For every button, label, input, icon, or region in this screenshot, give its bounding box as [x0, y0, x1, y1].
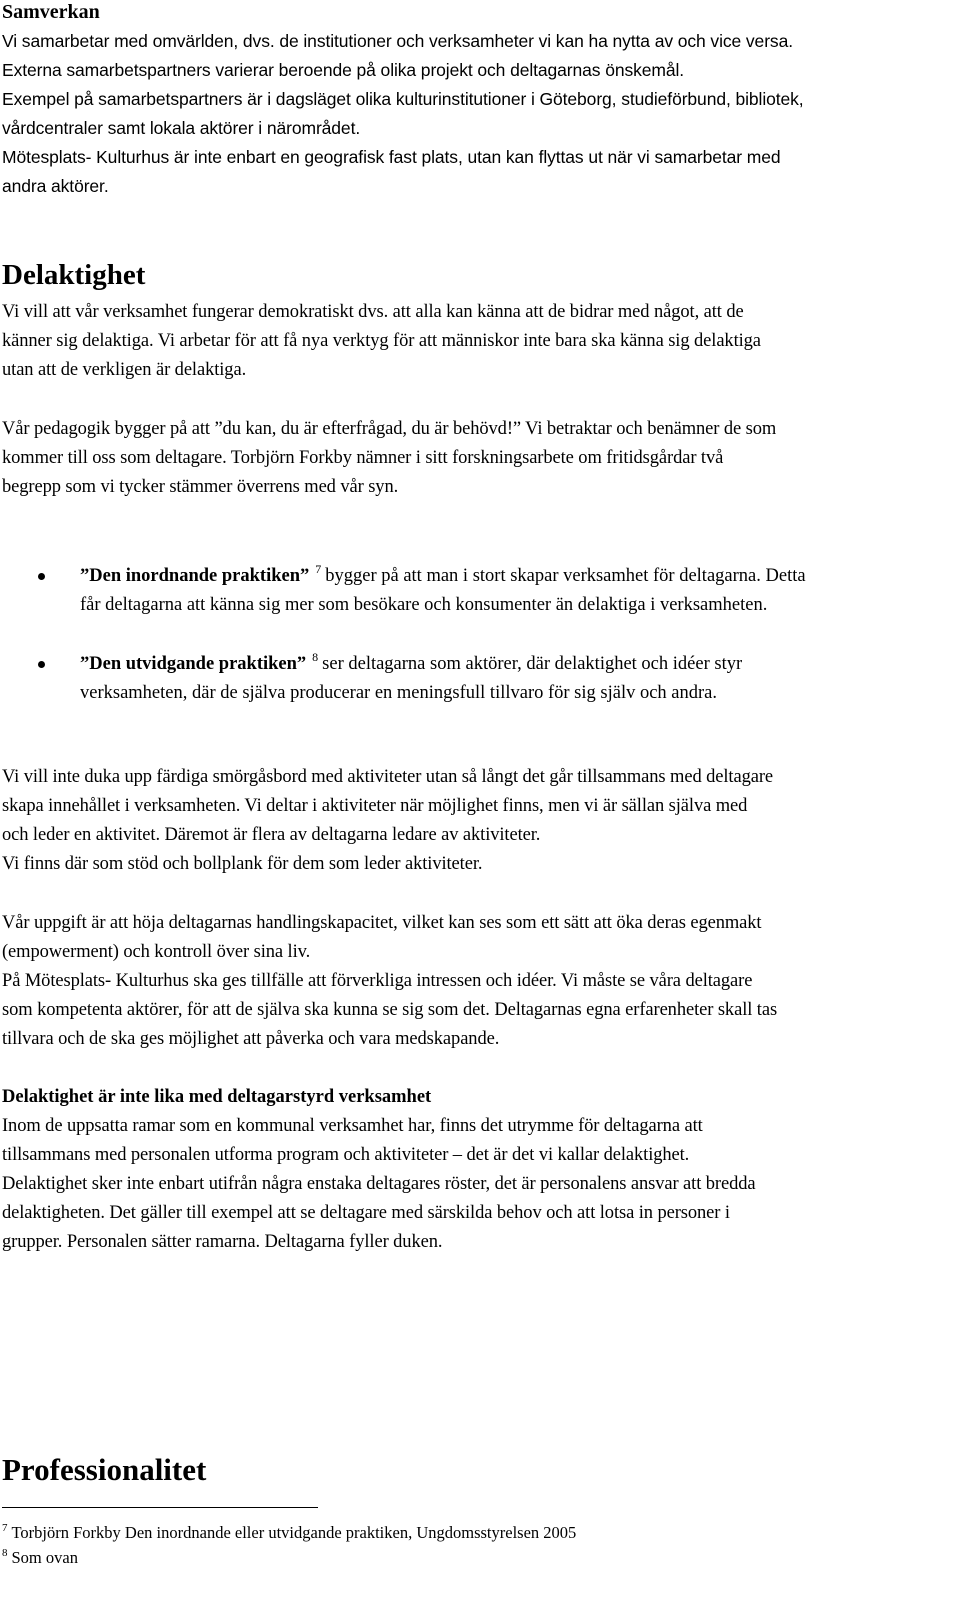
- section-heading-samverkan: Samverkan: [2, 1, 100, 23]
- section-heading-delaktighet: Delaktighet: [2, 259, 146, 291]
- text-line: Exempel på samarbetspartners är i dagsläget olika kulturinstitutioner i Göteborg, studieförbund, bibliotek,: [2, 89, 804, 109]
- text-line: tillsammans med personalen utforma program och aktiviteter – det är det vi kallar delaktighet.: [2, 1145, 690, 1165]
- delaktighet-paragraph-2: [2, 415, 952, 502]
- text-line: Vi vill inte duka upp färdiga smörgåsbord med aktiviteter utan så långt det går tillsammans med deltagare: [2, 767, 773, 787]
- footnote: [2, 1547, 78, 1569]
- text-line: Delaktighet sker inte enbart utifrån några enstaka deltagares röster, det är personalens ansvar att bredda: [2, 1174, 756, 1194]
- subsection-paragraph: [2, 1112, 952, 1257]
- delaktighet-paragraph-1: [2, 298, 952, 385]
- bullet-icon: [38, 661, 45, 668]
- footnote-separator: [2, 1507, 318, 1508]
- bullet-term: ”Den inordnande praktiken”: [80, 566, 310, 586]
- text-line: Vi vill att vår verksamhet fungerar demokratiskt dvs. att alla kan känna att de bidrar med något, att de: [2, 302, 744, 322]
- text-line: Vår uppgift är att höja deltagarnas handlingskapacitet, vilket kan ses som ett sätt att öka deras egenmakt: [2, 913, 762, 933]
- text-line: delaktigheten. Det gäller till exempel att se deltagare med särskilda behov och att lotsa in personer i: [2, 1203, 730, 1223]
- footnote-number: 8: [2, 1547, 8, 1559]
- text-line: och leder en aktivitet. Däremot är flera av deltagarna ledare av aktiviteter.: [2, 825, 541, 845]
- footnote: [2, 1522, 576, 1544]
- text-line: skapa innehållet i verksamheten. Vi deltar i aktiviteter när möjlighet finns, men vi är sällan själva med: [2, 796, 748, 816]
- delaktighet-paragraph-4: [2, 909, 952, 1054]
- text-line: känner sig delaktiga. Vi arbetar för att få nya verktyg för att människor inte bara ska känna sig delaktiga: [2, 331, 761, 351]
- text-line: Mötesplats- Kulturhus är inte enbart en geografisk fast plats, utan kan flyttas ut när vi samarbetar med: [2, 147, 781, 167]
- text-line: Vi finns där som stöd och bollplank för dem som leder aktiviteter.: [2, 854, 483, 874]
- bullet-term: ”Den utvidgande praktiken”: [80, 654, 307, 674]
- footnote-number: 7: [2, 1522, 8, 1534]
- footnote-ref: 8: [312, 650, 319, 664]
- text-line: På Mötesplats- Kulturhus ska ges tillfälle att förverkliga intressen och idéer. Vi måste se våra deltagare: [2, 971, 753, 991]
- bullet-text: verksamheten, där de själva producerar en meningsfull tillvaro för sig själv och andra.: [80, 683, 718, 703]
- bullet-text: bygger på att man i stort skapar verksamhet för deltagarna. Detta: [325, 566, 806, 586]
- bullet-text: får deltagarna att känna sig mer som besökare och konsumenter än delaktiga i verksamheten.: [80, 595, 768, 615]
- text-line: andra aktörer.: [2, 176, 109, 196]
- text-line: Externa samarbetspartners varierar beroende på olika projekt och deltagarnas önskemål.: [2, 60, 685, 80]
- text-line: vårdcentraler samt lokala aktörer i närområdet.: [2, 118, 361, 138]
- footnote-ref: 7: [315, 562, 322, 576]
- samverkan-paragraph: [2, 27, 952, 201]
- text-line: begrepp som vi tycker stämmer överrens med vår syn.: [2, 477, 399, 497]
- bullet-text: ser deltagarna som aktörer, där delaktighet och idéer styr: [322, 654, 743, 674]
- text-line: grupper. Personalen sätter ramarna. Deltagarna fyller duken.: [2, 1232, 443, 1252]
- text-line: tillvara och de ska ges möjlighet att påverka och vara medskapande.: [2, 1029, 500, 1049]
- text-line: Vi samarbetar med omvärlden, dvs. de institutioner och verksamheter vi kan ha nytta av och vice versa.: [2, 31, 793, 51]
- delaktighet-paragraph-3: [2, 763, 952, 879]
- text-line: utan att de verkligen är delaktiga.: [2, 360, 247, 380]
- bullet-icon: [38, 573, 45, 580]
- text-line: som kompetenta aktörer, för att de själva ska kunna se sig som det. Deltagarnas egna erfarenheter skall tas: [2, 1000, 778, 1020]
- text-line: (empowerment) och kontroll över sina liv.: [2, 942, 311, 962]
- subsection-heading: Delaktighet är inte lika med deltagarstyrd verksamhet: [2, 1087, 432, 1107]
- text-line: kommer till oss som deltagare. Torbjörn Forkby nämner i sitt forskningsarbete om fritidsgårdar två: [2, 448, 724, 468]
- footnote-text: Torbjörn Forkby Den inordnande eller utvidgande praktiken, Ungdomsstyrelsen 2005: [11, 1523, 577, 1542]
- footnote-text: Som ovan: [11, 1548, 78, 1567]
- text-line: Vår pedagogik bygger på att ”du kan, du är efterfrågad, du är behövd!” Vi betraktar och benämner de som: [2, 419, 777, 439]
- text-line: Inom de uppsatta ramar som en kommunal verksamhet har, finns det utrymme för deltagarna att: [2, 1116, 703, 1136]
- section-heading-professionalitet: Professionalitet: [2, 1452, 207, 1487]
